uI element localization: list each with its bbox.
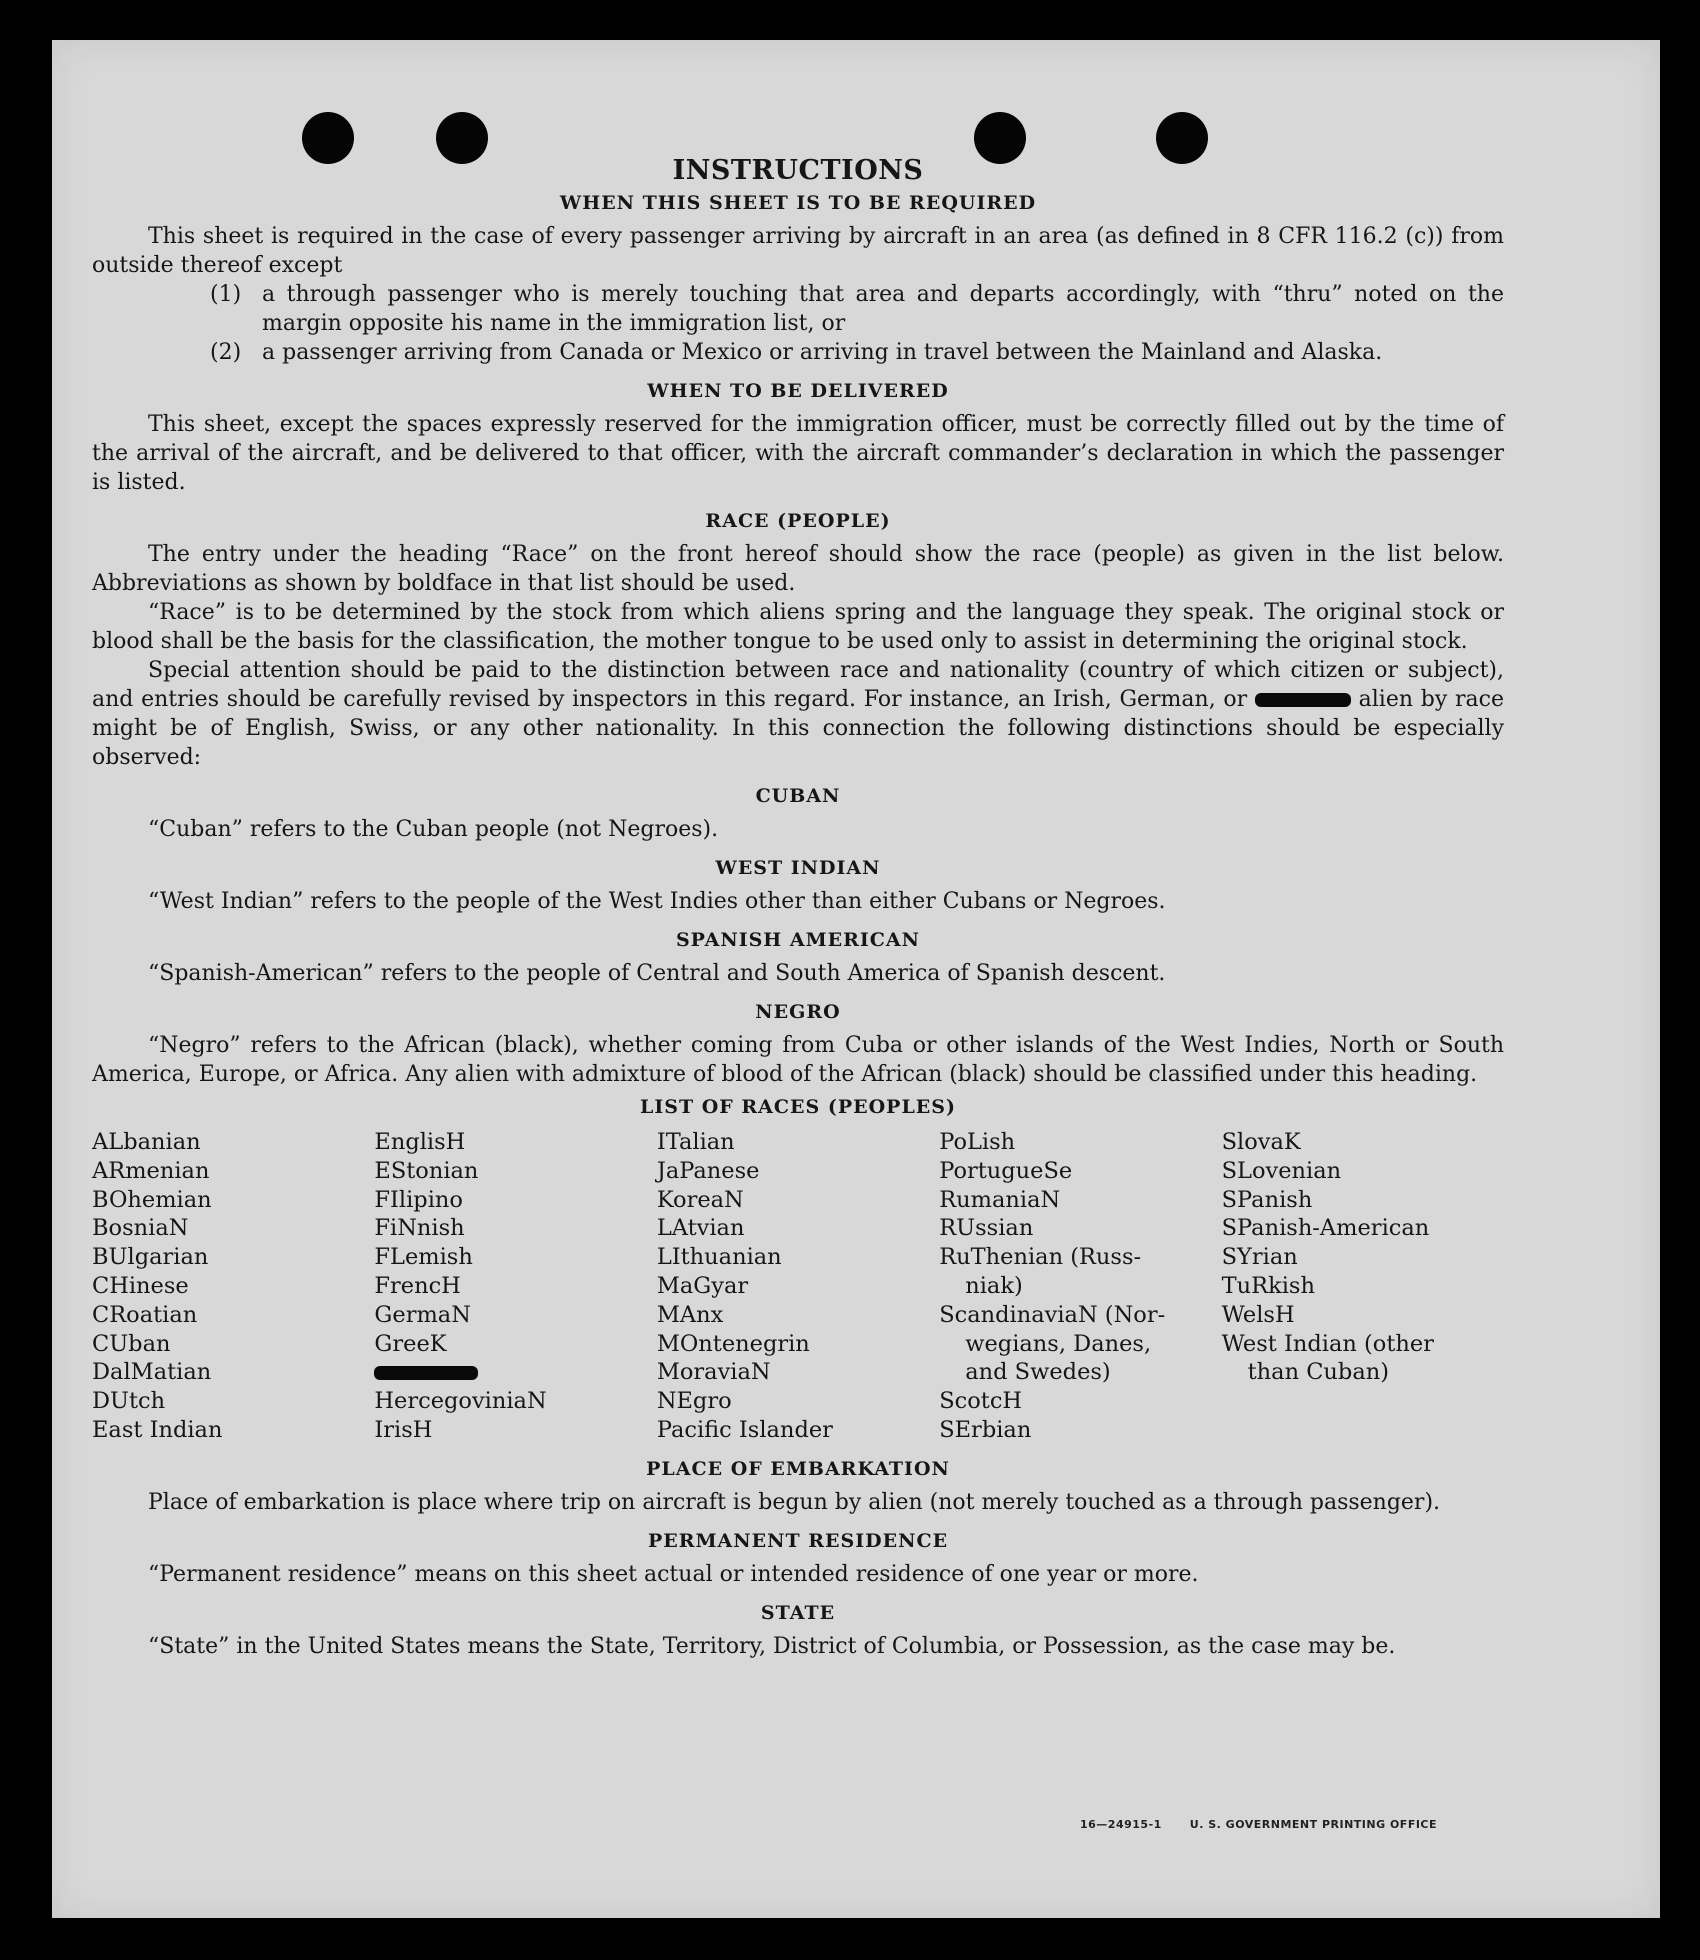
race-entry-redacted <box>374 1358 656 1387</box>
races-column-3 <box>657 1128 939 1445</box>
required-intro: This sheet is required in the case of every passenger arriving by aircraft in an area (as defined in 8 CFR 116.2 (c)) from outside thereof except <box>92 224 1504 278</box>
section-heading-race: RACE (PEOPLE) <box>705 510 891 532</box>
printer-imprint: U. S. GOVERNMENT PRINTING OFFICE <box>1189 1818 1438 1831</box>
race-entry: CUban <box>92 1330 171 1357</box>
race-entry: ALbanian <box>92 1129 201 1155</box>
race-entry-continuation: than Cuban) <box>1247 1359 1390 1386</box>
race-entry: KoreaN <box>656 1186 744 1213</box>
race-entry: EnglisH <box>374 1129 466 1155</box>
list-item-text: a passenger arriving from Canada or Mexico or arriving in travel between the Mainland and Alaska. <box>262 340 1383 365</box>
race-entry: ARmenian <box>92 1157 210 1184</box>
race-paragraph-3-start: Special attention should be paid to the distinction between race and nationality (country of which citizen or subject), and entries should be carefully revised by inspectors in this regard. For instance, an Irish, German, or <box>92 658 1504 712</box>
race-entry: WelsH <box>1221 1301 1295 1328</box>
race-entry: PortugueSe <box>939 1157 1073 1184</box>
race-paragraph-3-end: alien by race might be of English, Swiss, or any other nationality. In this connection the following distinctions should be especially observed: <box>92 687 1504 770</box>
list-item <box>210 280 1504 338</box>
race-entry: MoraviaN <box>656 1359 771 1386</box>
page-title: INSTRUCTIONS <box>672 155 924 186</box>
race-entry: IrisH <box>374 1416 433 1443</box>
redaction-mark <box>1255 693 1351 707</box>
race-entry: FiNnish <box>374 1215 465 1242</box>
race-entry: JaPanese <box>656 1157 760 1184</box>
race-entry: RuThenian (Russ- <box>939 1244 1142 1271</box>
section-heading-list-of-races: LIST OF RACES (PEOPLES) <box>640 1096 956 1118</box>
race-entry: MOntenegrin <box>656 1330 810 1357</box>
race-entry: CHinese <box>92 1272 189 1299</box>
section-heading-delivered: WHEN TO BE DELIVERED <box>647 380 949 402</box>
section-heading-embarkation: PLACE OF EMBARKATION <box>646 1457 950 1480</box>
race-entry: DUtch <box>92 1388 166 1415</box>
races-column-2 <box>374 1128 656 1445</box>
race-entry: FrencH <box>374 1272 461 1299</box>
race-paragraph-1: The entry under the heading “Race” on the front hereof should show the race (people) as given in the list below. Abbreviations as shown by boldface in that list should be used. <box>92 542 1504 596</box>
race-entry-continuation: wegians, Danes, <box>965 1330 1152 1357</box>
section-heading-negro: NEGRO <box>755 1001 841 1023</box>
race-entry: ITalian <box>656 1129 735 1155</box>
residence-text: “Permanent residence” means on this sheet actual or intended residence of one year or more. <box>148 1561 1199 1587</box>
race-entry: SPanish <box>1221 1186 1313 1213</box>
race-entry: HercegoviniaN <box>374 1388 547 1415</box>
race-entry: RUssian <box>939 1215 1034 1242</box>
list-item-number: (1) <box>210 282 242 307</box>
section-heading-spanish-american: SPANISH AMERICAN <box>675 929 921 951</box>
section-heading-cuban: CUBAN <box>755 785 841 807</box>
races-column-5 <box>1222 1128 1504 1445</box>
negro-text: “Negro” refers to the African (black), whether coming from Cuba or other islands of the West Indies, North or South America, Europe, or Africa. Any alien with admixture of blood of the African (black) should be classified under this heading. <box>92 1033 1504 1087</box>
race-entry: GreeK <box>374 1330 447 1357</box>
race-entry: PoLish <box>939 1129 1016 1155</box>
section-heading-required: WHEN THIS SHEET IS TO BE REQUIRED <box>559 192 1037 214</box>
west-indian-text: “West Indian” refers to the people of the West Indies other than either Cubans or Negroes. <box>148 889 1166 914</box>
race-entry: Pacific Islander <box>656 1416 833 1443</box>
race-entry: EStonian <box>374 1157 479 1184</box>
race-entry: FLemish <box>374 1244 473 1271</box>
race-entry: LAtvian <box>656 1215 745 1242</box>
section-heading-west-indian: WEST INDIAN <box>715 857 881 879</box>
form-number: 16—24915-1 <box>1080 1818 1162 1831</box>
race-entry: SPanish-American <box>1221 1215 1430 1242</box>
instructions-content <box>92 156 1504 1661</box>
section-heading-residence: PERMANENT RESIDENCE <box>647 1529 949 1552</box>
race-entry: NEgro <box>656 1388 732 1415</box>
race-entry: FIlipino <box>374 1186 463 1213</box>
race-entry-continuation: and Swedes) <box>965 1359 1111 1386</box>
state-text: “State” in the United States means the State, Territory, District of Columbia, or Possession, as the case may be. <box>148 1633 1396 1659</box>
race-entry: East Indian <box>92 1416 223 1443</box>
race-entry: DalMatian <box>92 1359 212 1386</box>
cuban-text: “Cuban” refers to the Cuban people (not Negroes). <box>148 817 719 842</box>
race-entry: SlovaK <box>1221 1129 1301 1155</box>
race-entry: BOhemian <box>92 1186 212 1213</box>
printer-footer <box>1080 1818 1465 1831</box>
races-column-1 <box>92 1128 374 1445</box>
list-item <box>210 338 1504 367</box>
race-entry: GermaN <box>374 1301 471 1328</box>
race-entry: SErbian <box>939 1416 1032 1443</box>
race-entry: BUlgarian <box>92 1244 209 1271</box>
list-item-number: (2) <box>210 340 242 365</box>
delivered-text: This sheet, except the spaces expressly reserved for the immigration officer, must be correctly filled out by the time of the arrival of the aircraft, and be delivered to that officer, with the aircraft commander’s declaration in which the passenger is listed. <box>92 412 1504 495</box>
race-paragraph-3 <box>92 656 1504 772</box>
race-entry: SLovenian <box>1221 1157 1342 1184</box>
race-entry: ScandinaviaN (Nor- <box>939 1301 1166 1328</box>
races-column-4 <box>939 1128 1221 1445</box>
race-entry: CRoatian <box>92 1301 198 1328</box>
redaction-mark <box>374 1366 478 1380</box>
spanish-american-text: “Spanish-American” refers to the people of Central and South America of Spanish descent. <box>148 961 1166 986</box>
race-entry-continuation: niak) <box>965 1272 1023 1299</box>
race-entry: SYrian <box>1221 1244 1298 1271</box>
race-entry: MAnx <box>656 1301 724 1328</box>
race-entry: RumaniaN <box>939 1186 1061 1213</box>
embarkation-text: Place of embarkation is place where trip on aircraft is begun by alien (not merely touched as a through passenger). <box>148 1489 1441 1515</box>
race-entry: LIthuanian <box>656 1244 782 1271</box>
race-entry: West Indian (other <box>1221 1330 1434 1357</box>
list-item-text: a through passenger who is merely touching that area and departs accordingly, with “thru” noted on the margin opposite his name in the immigration list, or <box>262 282 1504 336</box>
race-entry: TuRkish <box>1221 1272 1315 1299</box>
race-entry: MaGyar <box>656 1272 749 1299</box>
race-paragraph-2: “Race” is to be determined by the stock from which aliens spring and the language they speak. The original stock or blood shall be the basis for the classification, the mother tongue to be used only to assist in determining the original stock. <box>92 600 1504 654</box>
section-heading-state: STATE <box>760 1601 836 1624</box>
races-list <box>92 1128 1504 1445</box>
race-entry: ScotcH <box>939 1388 1023 1415</box>
race-entry: BosniaN <box>92 1215 189 1242</box>
